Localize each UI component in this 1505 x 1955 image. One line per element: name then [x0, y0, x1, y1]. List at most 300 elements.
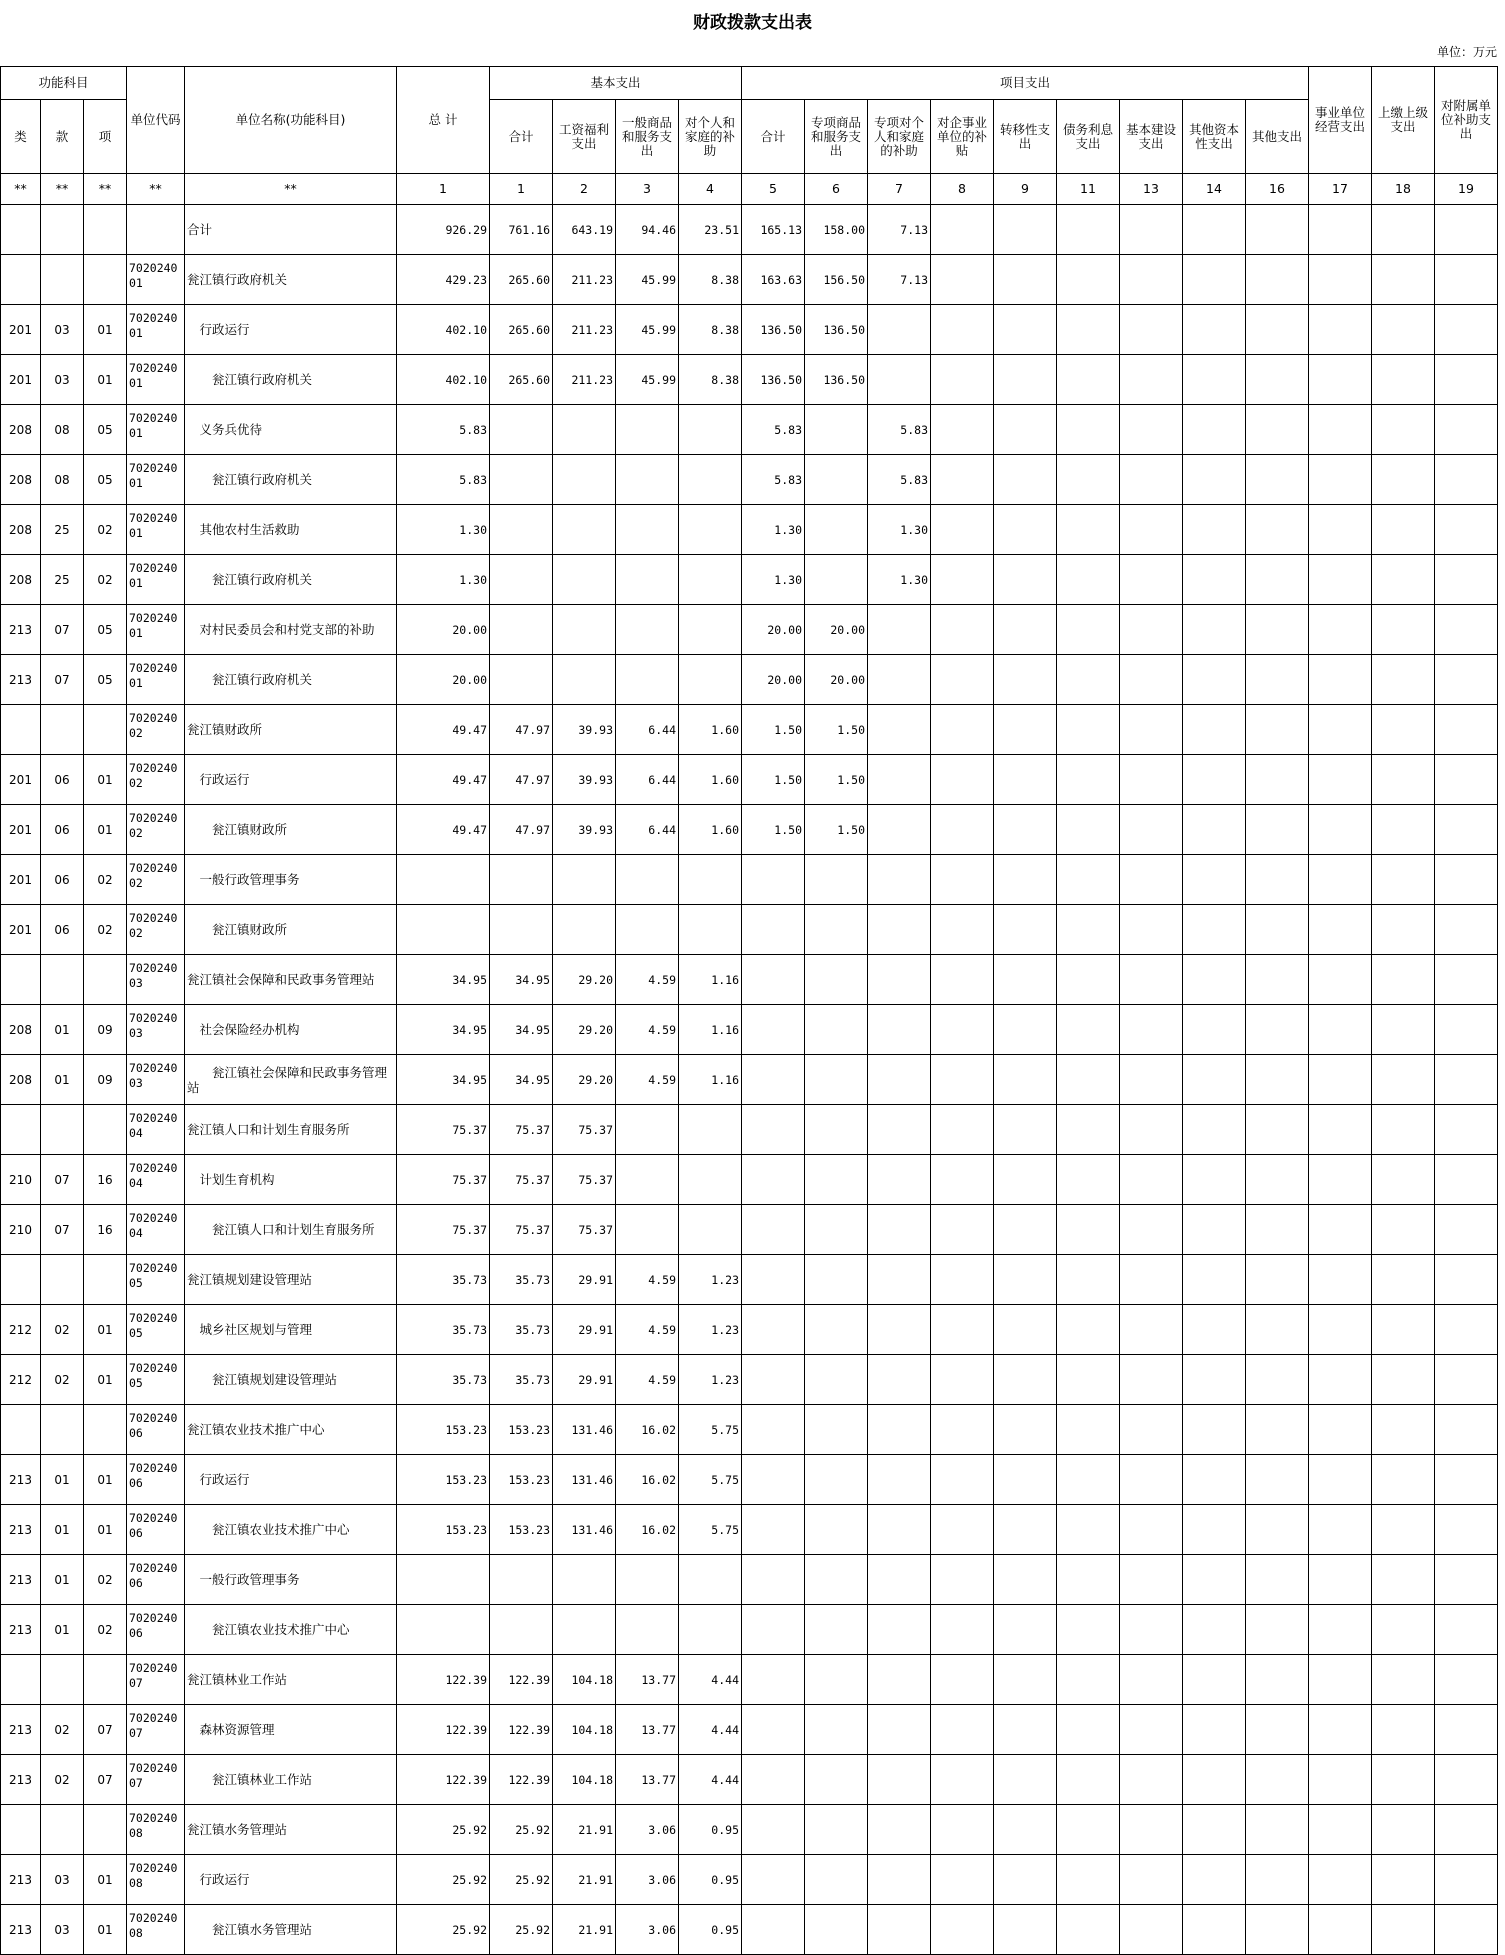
amount-cell [1120, 1455, 1183, 1505]
amount-cell [679, 1105, 742, 1155]
amount-cell [805, 1855, 868, 1905]
amount-cell [931, 1805, 994, 1855]
amount-cell [931, 1305, 994, 1355]
amount-cell: 25.92 [397, 1905, 490, 1955]
amount-cell [1246, 255, 1309, 305]
amount-cell [679, 455, 742, 505]
amount-cell: 153.23 [490, 1405, 553, 1455]
amount-cell: 8.38 [679, 255, 742, 305]
amount-cell [1372, 655, 1435, 705]
unit-code-cell [127, 405, 185, 455]
lei-cell: 212 [1, 1355, 41, 1405]
amount-cell [805, 1455, 868, 1505]
amount-cell [1372, 805, 1435, 855]
unit-name-cell: 森林资源管理 [185, 1705, 397, 1755]
amount-cell [805, 405, 868, 455]
amount-cell [553, 405, 616, 455]
amount-cell [1435, 905, 1498, 955]
kuan-cell: 07 [41, 655, 84, 705]
amount-cell: 211.23 [553, 255, 616, 305]
amount-cell [679, 905, 742, 955]
amount-cell: 153.23 [490, 1455, 553, 1505]
amount-cell [994, 1205, 1057, 1255]
amount-cell [994, 955, 1057, 1005]
amount-cell [1309, 1755, 1372, 1805]
amount-cell [1183, 1755, 1246, 1805]
amount-cell: 153.23 [397, 1455, 490, 1505]
amount-cell: 926.29 [397, 205, 490, 255]
index-row [1, 174, 1498, 205]
amount-cell [994, 355, 1057, 405]
amount-cell [490, 455, 553, 505]
amount-cell: 75.37 [397, 1155, 490, 1205]
lei-cell [1, 1405, 41, 1455]
amount-cell: 21.91 [553, 1905, 616, 1955]
amount-cell: 75.37 [490, 1155, 553, 1205]
amount-cell: 402.10 [397, 305, 490, 355]
amount-cell: 39.93 [553, 705, 616, 755]
amount-cell [397, 855, 490, 905]
amount-cell [1057, 205, 1120, 255]
unit-code-text: 702024001 [129, 361, 178, 390]
amount-cell [994, 255, 1057, 305]
amount-cell [994, 1055, 1057, 1105]
table-row [1, 1805, 1498, 1855]
amount-cell [1183, 1405, 1246, 1455]
amount-cell: 29.20 [553, 955, 616, 1005]
amount-cell [1246, 655, 1309, 705]
amount-cell [931, 355, 994, 405]
index-cell: 18 [1372, 174, 1435, 205]
kuan-cell: 01 [41, 1605, 84, 1655]
amount-cell [994, 755, 1057, 805]
amount-cell [994, 605, 1057, 655]
amount-cell [805, 1355, 868, 1405]
amount-cell [1120, 1005, 1183, 1055]
index-cell: 7 [868, 174, 931, 205]
amount-cell [490, 905, 553, 955]
amount-cell [1309, 1405, 1372, 1455]
amount-cell [931, 305, 994, 355]
xiang-cell: 01 [84, 1305, 127, 1355]
amount-cell: 29.20 [553, 1055, 616, 1105]
amount-cell: 158.00 [805, 205, 868, 255]
amount-cell [994, 1455, 1057, 1505]
amount-cell: 8.38 [679, 305, 742, 355]
amount-cell [1246, 355, 1309, 405]
amount-cell [1309, 1255, 1372, 1305]
unit-label: 单位：万元 [1436, 45, 1497, 59]
amount-cell: 4.59 [616, 1005, 679, 1055]
amount-cell [1057, 1555, 1120, 1605]
amount-cell [1183, 1855, 1246, 1905]
amount-cell: 8.38 [679, 355, 742, 405]
amount-cell [805, 1655, 868, 1705]
amount-cell [1183, 255, 1246, 305]
amount-cell [1372, 205, 1435, 255]
amount-cell [805, 1705, 868, 1755]
amount-cell [1246, 1555, 1309, 1605]
amount-cell [931, 1205, 994, 1255]
unit-code-text: 702024006 [129, 1611, 178, 1640]
unit-name-cell: 瓮江镇行政府机关 [185, 255, 397, 305]
amount-cell [1309, 755, 1372, 805]
amount-cell [1120, 355, 1183, 405]
amount-cell [1372, 505, 1435, 555]
amount-cell [1309, 1605, 1372, 1655]
amount-cell [1246, 805, 1309, 855]
amount-cell: 29.91 [553, 1305, 616, 1355]
amount-cell [805, 1005, 868, 1055]
amount-cell [1120, 1755, 1183, 1805]
unit-code-text: 702024003 [129, 1011, 178, 1040]
amount-cell: 643.19 [553, 205, 616, 255]
unit-code-text: 702024007 [129, 1711, 178, 1740]
amount-cell: 7.13 [868, 205, 931, 255]
lei-cell: 208 [1, 555, 41, 605]
header-xiang: 项 [84, 100, 127, 174]
kuan-cell: 02 [41, 1755, 84, 1805]
amount-cell [1246, 305, 1309, 355]
xiang-cell: 07 [84, 1705, 127, 1755]
amount-cell [1309, 655, 1372, 705]
unit-code-text: 702024003 [129, 1061, 178, 1090]
xiang-cell: 05 [84, 655, 127, 705]
amount-cell [1309, 205, 1372, 255]
unit-code-text: 702024006 [129, 1511, 178, 1540]
amount-cell [1246, 1505, 1309, 1555]
header-project-col: 专项商品和服务支出 [805, 100, 868, 174]
amount-cell [1120, 955, 1183, 1005]
amount-cell [1435, 855, 1498, 905]
unit-name-cell: 瓮江镇人口和计划生育服务所 [185, 1105, 397, 1155]
amount-cell [805, 1055, 868, 1105]
table-row [1, 455, 1498, 505]
table-row [1, 355, 1498, 405]
amount-cell [868, 755, 931, 805]
amount-cell [1246, 705, 1309, 755]
amount-cell [1183, 905, 1246, 955]
amount-cell [868, 1755, 931, 1805]
amount-cell [931, 1105, 994, 1155]
amount-cell [868, 305, 931, 355]
unit-code-cell [127, 1905, 185, 1955]
unit-code-cell [127, 1855, 185, 1905]
amount-cell: 1.50 [805, 755, 868, 805]
unit-code-cell [127, 1405, 185, 1455]
amount-cell [868, 1105, 931, 1155]
xiang-cell: 01 [84, 1905, 127, 1955]
amount-cell [742, 1055, 805, 1105]
amount-cell: 122.39 [397, 1755, 490, 1805]
amount-cell [742, 1355, 805, 1405]
amount-cell [1246, 455, 1309, 505]
lei-cell: 213 [1, 605, 41, 655]
amount-cell [805, 1905, 868, 1955]
index-cell: 5 [742, 174, 805, 205]
amount-cell [1435, 1005, 1498, 1055]
amount-cell: 20.00 [397, 605, 490, 655]
table-row [1, 755, 1498, 805]
amount-cell [1372, 1755, 1435, 1805]
table-row [1, 1355, 1498, 1405]
amount-cell: 20.00 [805, 605, 868, 655]
amount-cell [490, 655, 553, 705]
unit-code-cell [127, 605, 185, 655]
amount-cell [1183, 955, 1246, 1005]
table-row [1, 1855, 1498, 1905]
amount-cell [679, 1605, 742, 1655]
table-row [1, 1755, 1498, 1805]
unit-name-cell: 瓮江镇社会保障和民政事务管理站 [185, 1055, 397, 1105]
amount-cell: 20.00 [805, 655, 868, 705]
table-row [1, 705, 1498, 755]
amount-cell [1183, 1255, 1246, 1305]
amount-cell [931, 205, 994, 255]
amount-cell [616, 1155, 679, 1205]
amount-cell [490, 855, 553, 905]
unit-code-cell [127, 455, 185, 505]
amount-cell [1057, 1605, 1120, 1655]
amount-cell [931, 1155, 994, 1205]
amount-cell [1120, 705, 1183, 755]
amount-cell [679, 605, 742, 655]
amount-cell [931, 255, 994, 305]
xiang-cell: 09 [84, 1055, 127, 1105]
amount-cell [679, 555, 742, 605]
amount-cell [1309, 555, 1372, 605]
amount-cell: 1.16 [679, 1005, 742, 1055]
amount-cell [1120, 1855, 1183, 1905]
amount-cell [1183, 305, 1246, 355]
amount-cell [1246, 1605, 1309, 1655]
lei-cell: 208 [1, 1055, 41, 1105]
amount-cell [1372, 1005, 1435, 1055]
amount-cell [868, 605, 931, 655]
amount-cell: 4.44 [679, 1655, 742, 1705]
amount-cell [1120, 455, 1183, 505]
amount-cell [1183, 1105, 1246, 1155]
table-row [1, 1405, 1498, 1455]
amount-cell [553, 905, 616, 955]
amount-cell [397, 905, 490, 955]
amount-cell [868, 1405, 931, 1455]
amount-cell [616, 1105, 679, 1155]
amount-cell [1057, 755, 1120, 805]
amount-cell [742, 1905, 805, 1955]
kuan-cell: 02 [41, 1305, 84, 1355]
kuan-cell [41, 1805, 84, 1855]
amount-cell [1183, 1305, 1246, 1355]
header-project-col: 对企事业单位的补贴 [931, 100, 994, 174]
table-row [1, 555, 1498, 605]
lei-cell [1, 255, 41, 305]
amount-cell: 20.00 [742, 605, 805, 655]
amount-cell [1435, 1605, 1498, 1655]
lei-cell: 213 [1, 1555, 41, 1605]
amount-cell: 45.99 [616, 355, 679, 405]
amount-cell: 122.39 [490, 1705, 553, 1755]
amount-cell [742, 1305, 805, 1355]
index-cell: 19 [1435, 174, 1498, 205]
amount-cell [931, 1005, 994, 1055]
header-project-col: 专项对个人和家庭的补助 [868, 100, 931, 174]
amount-cell [1372, 1455, 1435, 1505]
unit-code-text: 702024001 [129, 261, 178, 290]
amount-cell: 1.30 [742, 555, 805, 605]
amount-cell [1309, 855, 1372, 905]
amount-cell: 0.95 [679, 1805, 742, 1855]
amount-cell [931, 1355, 994, 1405]
amount-cell [1309, 1105, 1372, 1155]
amount-cell [1120, 1155, 1183, 1205]
amount-cell: 75.37 [553, 1105, 616, 1155]
unit-code-text: 702024006 [129, 1461, 178, 1490]
amount-cell [1057, 1705, 1120, 1755]
amount-cell: 25.92 [397, 1855, 490, 1905]
index-cell: 4 [679, 174, 742, 205]
amount-cell [1120, 805, 1183, 855]
amount-cell [1246, 555, 1309, 605]
amount-cell [868, 1305, 931, 1355]
amount-cell [553, 555, 616, 605]
amount-cell: 4.59 [616, 1255, 679, 1305]
amount-cell [1057, 1005, 1120, 1055]
amount-cell [868, 1855, 931, 1905]
kuan-cell: 07 [41, 605, 84, 655]
amount-cell [1246, 1255, 1309, 1305]
amount-cell [1246, 1155, 1309, 1205]
unit-name-cell: 合计 [185, 205, 397, 255]
amount-cell [1246, 1855, 1309, 1905]
amount-cell [1246, 855, 1309, 905]
header-func-group: 功能科目 [1, 67, 127, 100]
unit-name-cell: 社会保险经办机构 [185, 1005, 397, 1055]
amount-cell [616, 555, 679, 605]
amount-cell [931, 1255, 994, 1305]
unit-name-cell: 义务兵优待 [185, 405, 397, 455]
amount-cell [1435, 555, 1498, 605]
amount-cell [805, 1255, 868, 1305]
unit-code-text: 702024002 [129, 911, 178, 940]
amount-cell: 131.46 [553, 1455, 616, 1505]
amount-cell [1120, 905, 1183, 955]
amount-cell [1435, 1405, 1498, 1455]
lei-cell: 208 [1, 1005, 41, 1055]
amount-cell [1309, 1205, 1372, 1255]
amount-cell [1309, 1305, 1372, 1355]
unit-code-text: 702024002 [129, 711, 178, 740]
lei-cell [1, 955, 41, 1005]
amount-cell [868, 1555, 931, 1605]
amount-cell: 1.50 [742, 805, 805, 855]
amount-cell [1057, 555, 1120, 605]
table-body [1, 205, 1498, 1955]
kuan-cell: 03 [41, 1855, 84, 1905]
header-project-col: 其他支出 [1246, 100, 1309, 174]
unit-code-cell [127, 1805, 185, 1855]
header-project-col: 转移性支出 [994, 100, 1057, 174]
amount-cell [994, 1305, 1057, 1355]
amount-cell [1435, 1805, 1498, 1855]
lei-cell [1, 705, 41, 755]
amount-cell: 23.51 [679, 205, 742, 255]
unit-code-cell [127, 655, 185, 705]
amount-cell [1183, 555, 1246, 605]
unit-code-text: 702024006 [129, 1411, 178, 1440]
amount-cell [553, 455, 616, 505]
table-row [1, 1905, 1498, 1955]
amount-cell [868, 1155, 931, 1205]
unit-code-cell [127, 555, 185, 605]
amount-cell [1246, 605, 1309, 655]
amount-cell: 34.95 [490, 955, 553, 1005]
amount-cell [931, 905, 994, 955]
amount-cell [1246, 1455, 1309, 1505]
amount-cell [742, 855, 805, 905]
table-row [1, 405, 1498, 455]
amount-cell [1057, 705, 1120, 755]
amount-cell [616, 1605, 679, 1655]
amount-cell [1309, 405, 1372, 455]
amount-cell: 1.50 [742, 755, 805, 805]
amount-cell: 35.73 [397, 1355, 490, 1405]
amount-cell [1309, 1055, 1372, 1105]
unit-code-cell [127, 505, 185, 555]
amount-cell: 4.59 [616, 1055, 679, 1105]
amount-cell [1057, 1805, 1120, 1855]
amount-cell: 156.50 [805, 255, 868, 305]
amount-cell [1372, 1905, 1435, 1955]
amount-cell [868, 1605, 931, 1655]
lei-cell [1, 205, 41, 255]
index-cell: ** [1, 174, 41, 205]
amount-cell [1057, 1905, 1120, 1955]
lei-cell: 213 [1, 1905, 41, 1955]
amount-cell [1309, 705, 1372, 755]
amount-cell [1372, 905, 1435, 955]
amount-cell: 1.30 [397, 555, 490, 605]
amount-cell [742, 1755, 805, 1805]
amount-cell [679, 655, 742, 705]
amount-cell [742, 955, 805, 1005]
kuan-cell [41, 1105, 84, 1155]
amount-cell [1435, 1205, 1498, 1255]
amount-cell [1120, 305, 1183, 355]
amount-cell [1309, 955, 1372, 1005]
amount-cell: 402.10 [397, 355, 490, 405]
lei-cell: 213 [1, 655, 41, 705]
table-row [1, 1105, 1498, 1155]
amount-cell [1246, 1355, 1309, 1405]
amount-cell [1246, 1655, 1309, 1705]
amount-cell [1372, 855, 1435, 905]
kuan-cell: 25 [41, 505, 84, 555]
amount-cell [805, 1555, 868, 1605]
lei-cell: 201 [1, 755, 41, 805]
amount-cell: 35.73 [490, 1255, 553, 1305]
amount-cell [679, 1555, 742, 1605]
table-row [1, 1005, 1498, 1055]
amount-cell [1435, 955, 1498, 1005]
unit-code-text: 702024001 [129, 311, 178, 340]
lei-cell: 201 [1, 305, 41, 355]
amount-cell [1120, 1205, 1183, 1255]
amount-cell [868, 1005, 931, 1055]
amount-cell [679, 405, 742, 455]
amount-cell [1372, 1155, 1435, 1205]
unit-code-text: 702024006 [129, 1561, 178, 1590]
